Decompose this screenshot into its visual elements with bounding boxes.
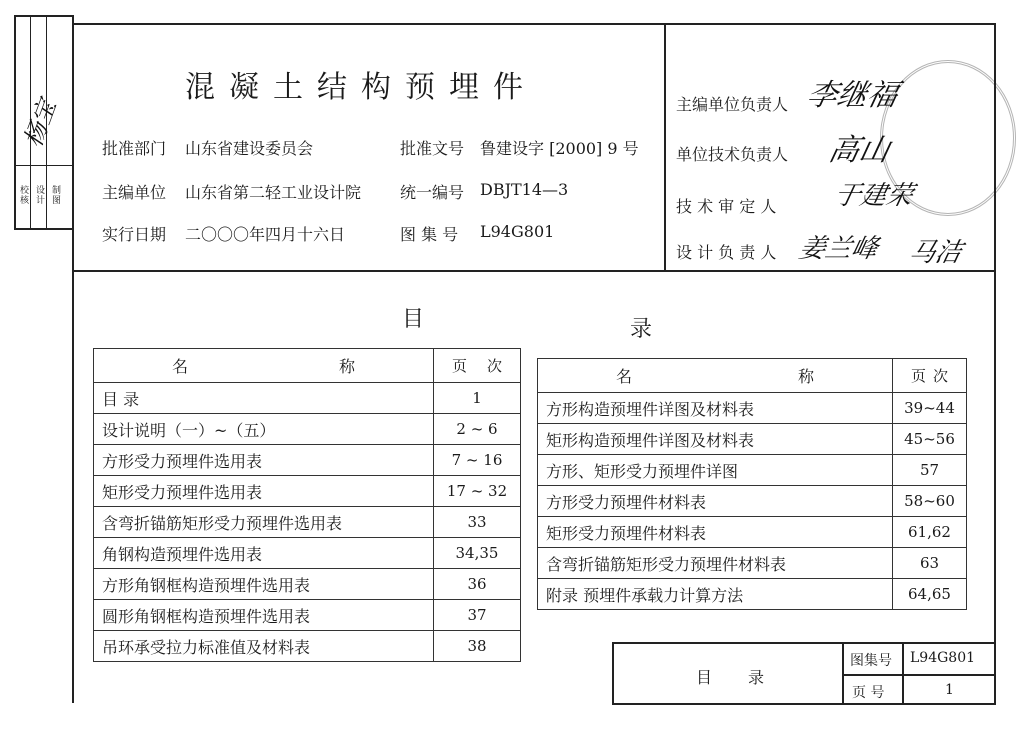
table-row — [538, 548, 967, 579]
effective-date-value: 二〇〇〇年四月十六日 — [185, 225, 346, 244]
toc-entry-name: 圆形角钢框构造预埋件选用表 — [94, 600, 434, 631]
strip-check-label: 校核 — [18, 185, 28, 205]
editor-unit-label: 主编单位 — [102, 183, 167, 202]
toc-entry-name: 矩形受力预埋件材料表 — [538, 517, 893, 548]
title-block-name-a: 目 — [696, 668, 713, 687]
title-block-name-b: 录 — [748, 668, 765, 687]
title-block-page-label: 页 号 — [852, 685, 885, 701]
design-responsible-label: 设 计 负 责 人 — [676, 243, 777, 262]
toc-left-header-row — [94, 349, 521, 383]
tech-review-label: 技 术 审 定 人 — [676, 197, 777, 216]
title-block-div-h — [842, 674, 996, 676]
title-block-page-value: 1 — [945, 682, 954, 698]
table-row — [94, 569, 521, 600]
toc-entry-name: 含弯折锚筋矩形受力预埋件材料表 — [538, 548, 893, 579]
toc-heading-left: 目 — [402, 307, 425, 332]
approve-doc-value: 鲁建设字 [2000] 9 号 — [480, 139, 639, 158]
toc-table-left — [93, 348, 521, 662]
design-signature-2: 马洁 — [906, 238, 965, 268]
toc-page-cell: 39~44 — [893, 393, 967, 424]
toc-page-cell: 61,62 — [893, 517, 967, 548]
review-signature: 于建荣 — [831, 181, 916, 211]
toc-entry-name: 目 录 — [94, 383, 434, 414]
toc-page-cell: 64,65 — [893, 579, 967, 610]
col-name-b: 称 — [338, 357, 355, 376]
toc-heading-right: 录 — [630, 317, 653, 342]
table-row — [94, 600, 521, 631]
table-row — [94, 476, 521, 507]
strip-design-label: 设计 — [34, 185, 44, 205]
toc-entry-name: 矩形构造预埋件详图及材料表 — [538, 424, 893, 455]
col-page-a: 页 — [911, 367, 927, 385]
toc-page-cell: 37 — [434, 600, 521, 631]
effective-date-label: 实行日期 — [102, 225, 167, 244]
toc-page-cell: 36 — [434, 569, 521, 600]
atlas-no-value: L94G801 — [480, 222, 555, 241]
toc-entry-name: 含弯折锚筋矩形受力预埋件选用表 — [94, 507, 434, 538]
strip-signature: 杨宝 — [18, 96, 62, 151]
toc-left-page-header — [434, 349, 521, 383]
col-name-a: 名 — [172, 357, 189, 376]
table-row — [94, 414, 521, 445]
table-row — [538, 424, 967, 455]
toc-page-cell: 58~60 — [893, 486, 967, 517]
toc-entry-name: 设计说明（一）~（五） — [94, 414, 434, 445]
toc-page-cell: 2 ~ 6 — [434, 414, 521, 445]
toc-entry-name: 角钢构造预埋件选用表 — [94, 538, 434, 569]
toc-entry-name: 方形受力预埋件选用表 — [94, 445, 434, 476]
strip-divider — [14, 165, 74, 166]
document-title: 混凝土结构预埋件 — [185, 70, 537, 105]
toc-page-cell: 33 — [434, 507, 521, 538]
table-row — [538, 486, 967, 517]
chief-signature: 李继福 — [803, 78, 901, 113]
toc-entry-name: 吊环承受拉力标准值及材料表 — [94, 631, 434, 662]
toc-page-cell: 45~56 — [893, 424, 967, 455]
table-row — [94, 445, 521, 476]
toc-entry-name: 方形、矩形受力预埋件详图 — [538, 455, 893, 486]
title-block-atlas-value: L94G801 — [910, 650, 976, 666]
tech-signature: 高山 — [825, 133, 893, 168]
title-block-atlas-label: 图集号 — [850, 653, 892, 669]
chief-unit-label: 主编单位负责人 — [676, 95, 789, 114]
toc-page-cell: 7 ~ 16 — [434, 445, 521, 476]
toc-entry-name: 方形受力预埋件材料表 — [538, 486, 893, 517]
toc-entry-name: 附录 预埋件承载力计算方法 — [538, 579, 893, 610]
table-row — [538, 455, 967, 486]
toc-entry-name: 方形角钢框构造预埋件选用表 — [94, 569, 434, 600]
table-row — [94, 631, 521, 662]
header-divider-line — [664, 23, 666, 272]
toc-right-name-header — [538, 359, 893, 393]
col-page-a: 页 — [452, 357, 468, 375]
table-row — [94, 538, 521, 569]
toc-page-cell: 34,35 — [434, 538, 521, 569]
toc-page-cell: 57 — [893, 455, 967, 486]
toc-right-page-header — [893, 359, 967, 393]
toc-right-header-row — [538, 359, 967, 393]
toc-entry-name: 方形构造预埋件详图及材料表 — [538, 393, 893, 424]
col-name-a: 名 — [616, 367, 633, 386]
approve-dept-value: 山东省建设委员会 — [185, 139, 314, 158]
table-row — [538, 517, 967, 548]
toc-page-cell: 1 — [434, 383, 521, 414]
col-page-b: 次 — [486, 357, 502, 375]
toc-entry-name: 矩形受力预埋件选用表 — [94, 476, 434, 507]
tech-responsible-label: 单位技术负责人 — [676, 145, 789, 164]
approve-doc-label: 批准文号 — [400, 139, 465, 158]
col-name-b: 称 — [797, 367, 814, 386]
unified-no-value: DBJT14—3 — [480, 180, 569, 199]
unified-no-label: 统一编号 — [400, 183, 465, 202]
toc-page-cell: 17 ~ 32 — [434, 476, 521, 507]
toc-page-cell: 38 — [434, 631, 521, 662]
strip-draw-label: 制图 — [50, 185, 60, 205]
col-page-b: 次 — [932, 367, 948, 385]
design-signature: 姜兰峰 — [796, 234, 881, 264]
atlas-no-label: 图 集 号 — [400, 225, 459, 244]
toc-table-right — [537, 358, 967, 610]
approve-dept-label: 批准部门 — [102, 139, 167, 158]
table-row — [94, 383, 521, 414]
header-bottom-line — [72, 270, 996, 272]
table-row — [538, 393, 967, 424]
toc-page-cell: 63 — [893, 548, 967, 579]
toc-left-name-header — [94, 349, 434, 383]
frame-top-line — [72, 23, 996, 25]
editor-unit-value: 山东省第二轻工业设计院 — [185, 183, 362, 202]
table-row — [94, 507, 521, 538]
table-row — [538, 579, 967, 610]
